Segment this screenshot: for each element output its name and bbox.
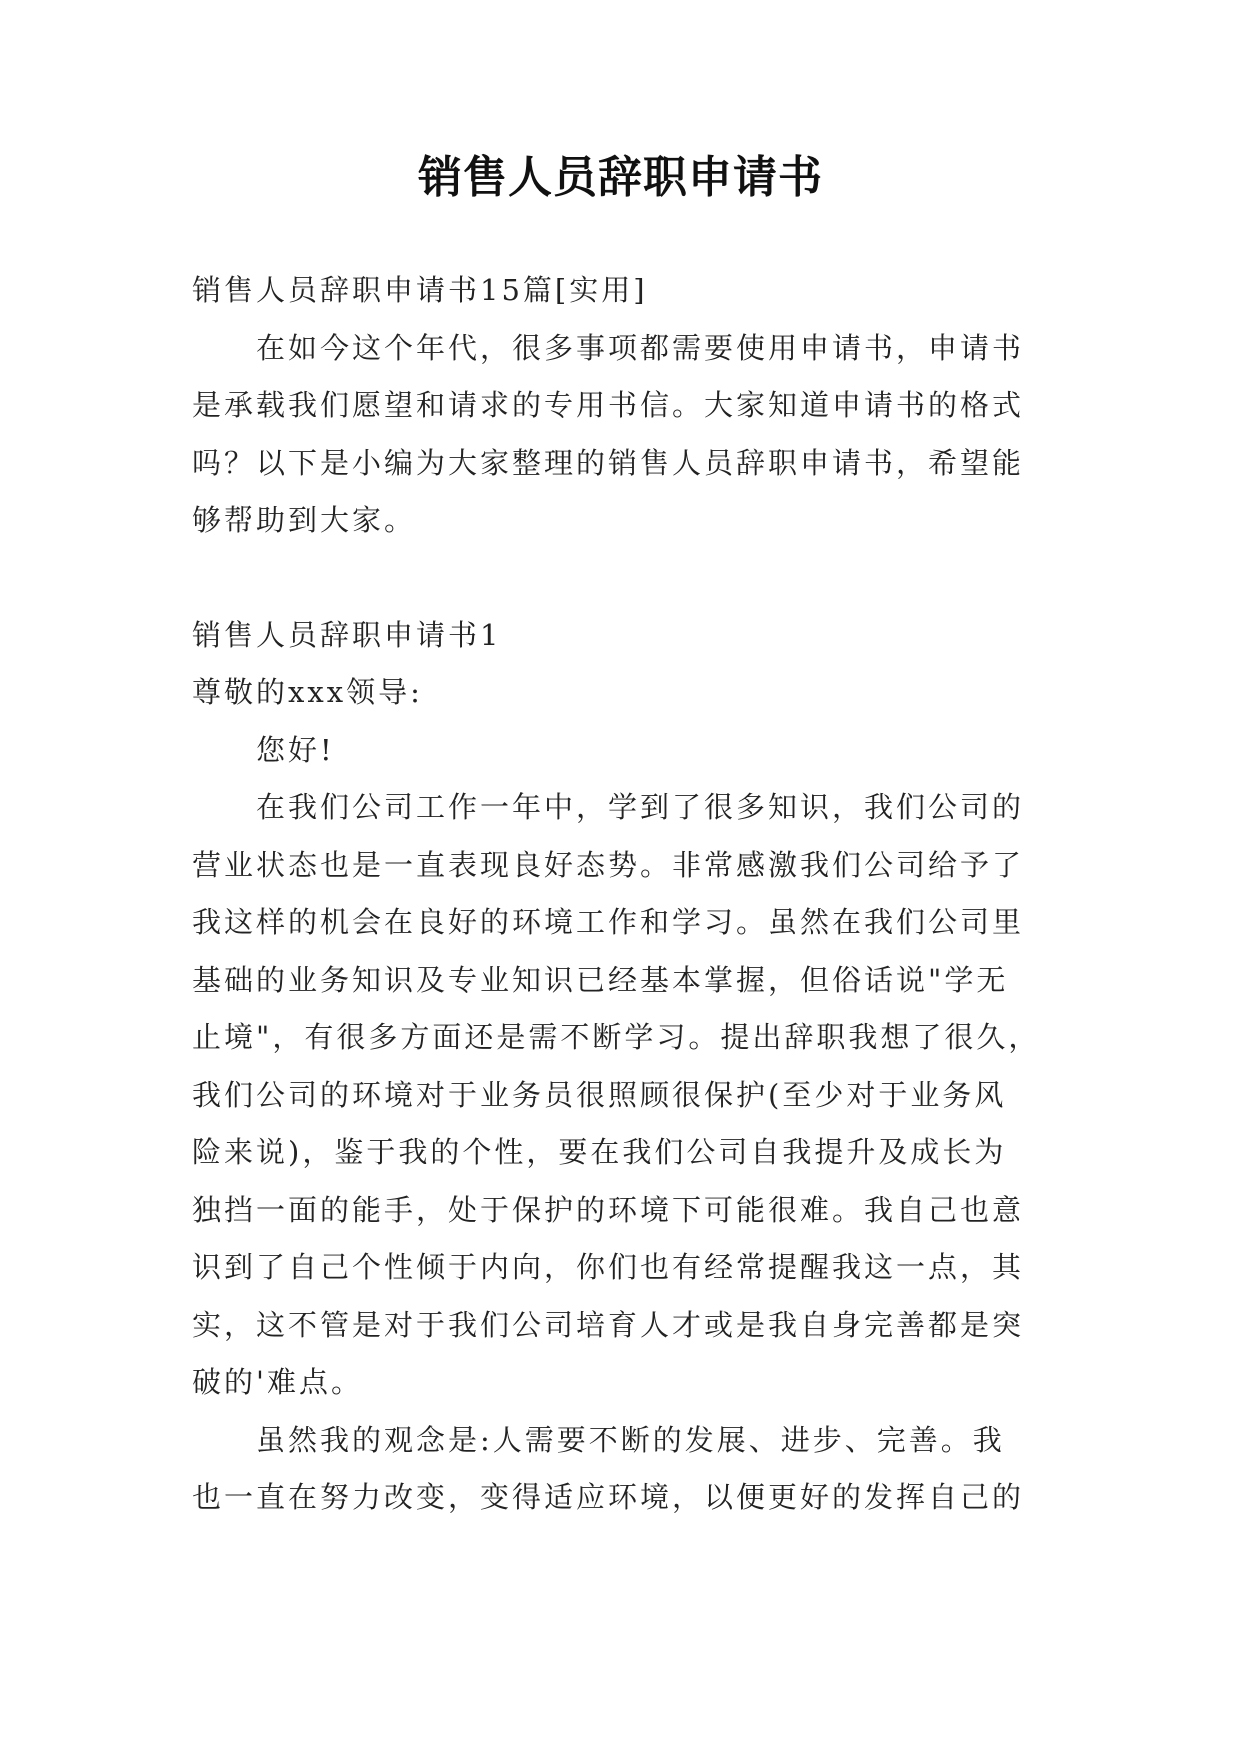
intro-paragraph: [192, 320, 1052, 550]
paragraph-line: 在我们公司工作一年中，学到了很多知识，我们公司的: [256, 790, 1025, 824]
document-body: [192, 262, 1052, 1527]
paragraph-line: 险来说)，鉴于我的个性，要在我们公司自我提升及成长为: [192, 1135, 1007, 1169]
document-title: 销售人员辞职申请书: [418, 152, 823, 203]
intro-line: 是承载我们愿望和请求的专用书信。大家知道申请书的格式: [192, 388, 1025, 422]
paragraph-line: 营业状态也是一直表现良好态势。非常感激我们公司给予了: [192, 847, 1025, 882]
letter-paragraph-1: [192, 779, 1052, 1412]
paragraph-line: 虽然我的观念是:人需要不断的发展、进步、完善。我: [256, 1422, 1005, 1457]
section-heading: 销售人员辞职申请书1: [192, 617, 502, 652]
paragraph-line: 独挡一面的能手，处于保护的环境下可能很难。我自己也意: [192, 1192, 1025, 1227]
letter-paragraph-2: [192, 1412, 1052, 1527]
section-spacer: [192, 550, 1052, 607]
document-subtitle: 销售人员辞职申请书15篇[实用]: [192, 273, 648, 307]
intro-line: 吗？以下是小编为大家整理的销售人员辞职申请书，希望能: [192, 445, 1025, 480]
paragraph-line: 止境"，有很多方面还是需不断学习。提出辞职我想了很久，: [192, 1020, 1041, 1054]
paragraph-line: 破的'难点。: [192, 1365, 363, 1399]
paragraph-line: 我这样的机会在良好的环境工作和学习。虽然在我们公司里: [192, 905, 1025, 939]
paragraph-line: 我们公司的环境对于业务员很照顾很保护(至少对于业务风: [192, 1077, 1007, 1112]
paragraph-line: 基础的业务知识及专业知识已经基本掌握，但俗话说"学无: [192, 962, 1009, 997]
greeting: 您好!: [256, 732, 335, 767]
salutation: 尊敬的xxx领导:: [192, 675, 423, 709]
paragraph-line: 实，这不管是对于我们公司培育人才或是我自身完善都是突: [192, 1307, 1025, 1342]
paragraph-line: 也一直在努力改变，变得适应环境，以便更好的发挥自己的: [192, 1480, 1025, 1514]
intro-line: 在如今这个年代，很多事项都需要使用申请书，申请书: [256, 330, 1025, 365]
paragraph-line: 识到了自己个性倾于内向，你们也有经常提醒我这一点，其: [192, 1250, 1025, 1284]
intro-line: 够帮助到大家。: [192, 503, 417, 537]
